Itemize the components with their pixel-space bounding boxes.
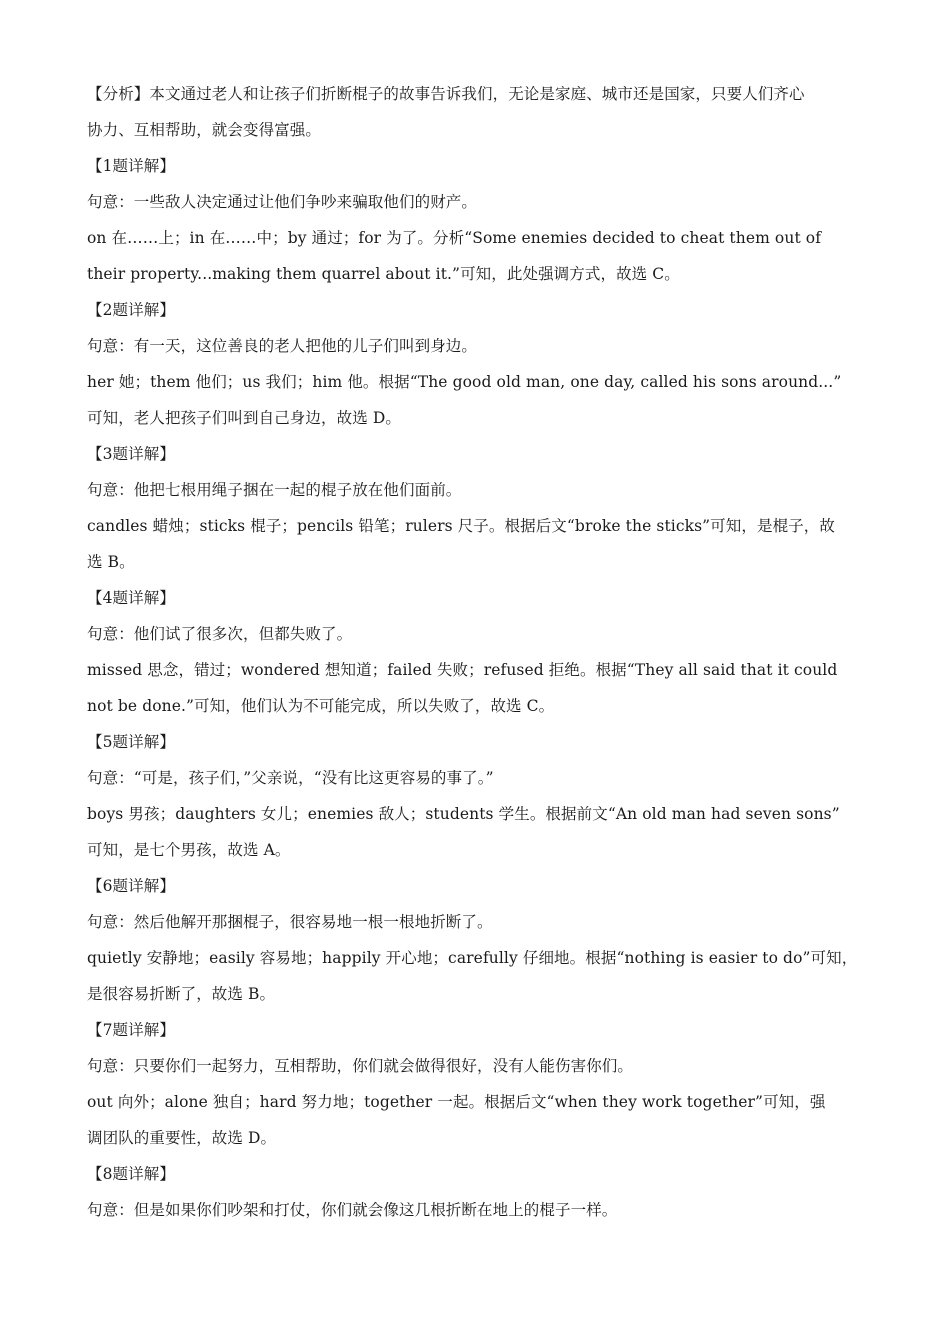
analysis-line-2: 协力、互相帮助，就会变得富强。 [87,121,322,139]
q2-heading: 【2题详解】 [87,301,175,319]
q1-explanation-line-1: on 在……上；in 在……中；by 通过；for 为了。分析“Some enemies decided to cheat them out of [87,229,822,247]
q4-meaning: 句意：他们试了很多次，但都失败了。 [87,625,353,643]
q3-explanation-line-1: candles 蜡烛；sticks 棍子；pencils 铅笔；rulers 尺子。根据后文“broke the sticks”可知，是棍子，故 [87,517,835,535]
q3-explanation-line-2: 选 B。 [87,553,135,571]
q1-heading: 【1题详解】 [87,157,175,175]
q5-explanation-line-2: 可知，是七个男孩，故选 A。 [87,841,291,859]
q6-explanation-line-1: quietly 安静地；easily 容易地；happily 开心地；carefully 仔细地。根据“nothing is easier to do”可知， [87,949,858,967]
q2-meaning: 句意：有一天，这位善良的老人把他的儿子们叫到身边。 [87,337,478,355]
document-page [87,76,877,1228]
q5-heading: 【5题详解】 [87,733,175,751]
q4-explanation-line-2: not be done.”可知，他们认为不可能完成，所以失败了，故选 C。 [87,697,555,715]
q8-heading: 【8题详解】 [87,1165,175,1183]
q6-heading: 【6题详解】 [87,877,175,895]
q4-explanation-line-1: missed 思念，错过；wondered 想知道；failed 失败；refused 拒绝。根据“They all said that it could [87,661,838,679]
q1-explanation-line-2: their property...making them quarrel about it.”可知，此处强调方式，故选 C。 [87,265,680,283]
q7-explanation-line-2: 调团队的重要性，故选 D。 [87,1129,277,1147]
q8-meaning: 句意：但是如果你们吵架和打仗，你们就会像这几根折断在地上的棍子一样。 [87,1201,618,1219]
q7-heading: 【7题详解】 [87,1021,175,1039]
q5-meaning: 句意：“可是，孩子们，”父亲说，“没有比这更容易的事了。” [87,769,494,787]
q7-meaning: 句意：只要你们一起努力，互相帮助，你们就会做得很好，没有人能伤害你们。 [87,1057,634,1075]
q3-heading: 【3题详解】 [87,445,175,463]
q7-explanation-line-1: out 向外；alone 独自；hard 努力地；together 一起。根据后文“when they work together”可知，强 [87,1093,826,1111]
q2-explanation-line-1: her 她；them 他们；us 我们；him 他。根据“The good old man, one day, called his sons around...” [87,373,842,391]
q3-meaning: 句意：他把七根用绳子捆在一起的棍子放在他们面前。 [87,481,462,499]
q5-explanation-line-1: boys 男孩；daughters 女儿；enemies 敌人；students 学生。根据前文“An old man had seven sons” [87,805,840,823]
q2-explanation-line-2: 可知，老人把孩子们叫到自己身边，故选 D。 [87,409,401,427]
q1-meaning: 句意：一些敌人决定通过让他们争吵来骗取他们的财产。 [87,193,478,211]
q6-meaning: 句意：然后他解开那捆棍子，很容易地一根一根地折断了。 [87,913,493,931]
analysis-line-1: 【分析】本文通过老人和让孩子们折断棍子的故事告诉我们，无论是家庭、城市还是国家，只要人们齐心 [87,85,805,103]
q4-heading: 【4题详解】 [87,589,175,607]
q6-explanation-line-2: 是很容易折断了，故选 B。 [87,985,276,1003]
